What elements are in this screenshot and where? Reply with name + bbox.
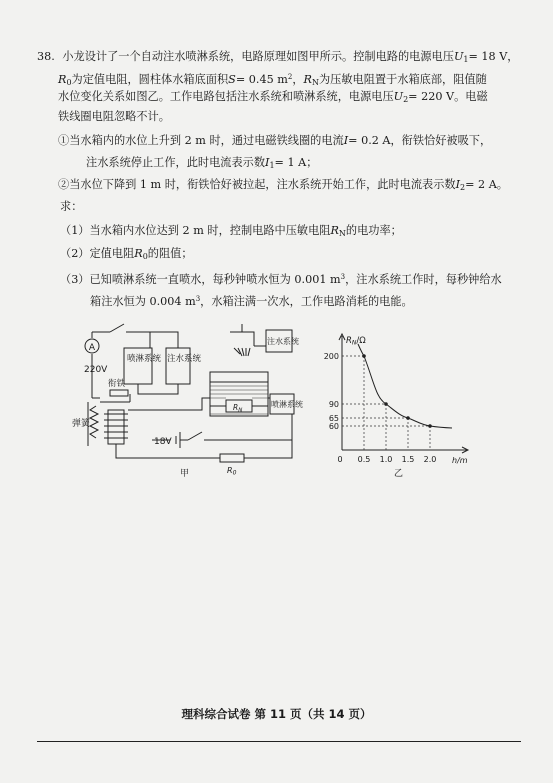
x-tick-label: 0.5 [357, 455, 371, 464]
x-tick-label: 0 [337, 455, 343, 464]
spray-system-label: 喷淋系统 [127, 354, 162, 364]
work-voltage-label: 220V [84, 365, 108, 375]
spring-label: 弹簧 [72, 419, 91, 429]
x-tick-label: 2.0 [423, 455, 437, 464]
ask-label: 求： [60, 200, 83, 213]
rn-curve [358, 344, 452, 428]
data-point-1 [384, 402, 388, 406]
fill-system-label: 注水系统 [167, 354, 202, 364]
armature-label: 衔铁 [108, 379, 126, 389]
question-text-line-1: 38. 小龙设计了一个自动注水喷淋系统，电路原理如图甲所示。控制电路的电源电压$U_1= 18$ V， [37, 50, 519, 64]
condition-1: ①当水箱内的水位上升到 2 m 时，通过电磁铁线圈的电流I= 0.2 A，衔铁恰好被吸下， [58, 134, 492, 147]
page-footer: 理科综合试卷 第 11 页（共 14 页） [181, 707, 372, 721]
data-point-3 [428, 424, 432, 428]
y-tick-label: 200 [323, 352, 339, 361]
sub-question-2: （2）定值电阻$R_0$的阻值； [60, 247, 193, 261]
circuit-caption: 甲 [180, 469, 190, 478]
sub-question-1: （1）当水箱内水位达到 2 m 时，控制电路中压敏电阻$R_N$的电功率； [60, 224, 402, 238]
sub-question-3: （3）已知喷淋系统一直喷水，每秒钟喷水恒为 0.001 $m^3$，注水系统工作时，每秒钟给水 [60, 273, 502, 286]
condition-2: ②当水位下降到 1 m 时，衔铁恰好被拉起，注水系统开始工作，此时电流表示数$I_2= 2$ A。 [58, 178, 508, 192]
x-tick-label: 1.0 [379, 455, 393, 464]
ammeter-label: A [88, 343, 96, 353]
fill-system-top-label: 注水系统 [267, 337, 299, 346]
question-text-line-2: $R_0$为定值电阻，圆柱体水箱底面积S= 0.45 $m^2$，$R_N$为压敏电阻置于水箱底部，阻值随 [58, 73, 487, 87]
y-axis-label: RN/Ω [346, 336, 366, 347]
rn-label: $R_N$ [233, 403, 243, 414]
control-voltage-label: 18V [154, 437, 172, 447]
spray-system-right-label: 喷淋系统 [271, 400, 303, 409]
y-tick-label: 90 [328, 400, 339, 409]
circuit-diagram [70, 318, 315, 478]
condition-1-cont: 注水系统停止工作，此时电流表示数$I_1= 1$ A； [86, 156, 318, 170]
question-text-line-3: 水位变化关系如图乙。工作电路包括注水系统和喷淋系统，电源电压$U_2= 220$ V。电磁 [58, 90, 488, 104]
data-point-2 [406, 416, 410, 420]
rn-vs-h-chart [318, 330, 483, 478]
y-tick-label: 60 [328, 422, 339, 431]
y-tick-label: 65 [328, 414, 339, 423]
r0-label: R0 [227, 466, 237, 477]
chart-caption: 乙 [394, 469, 404, 478]
x-tick-label: 1.5 [401, 455, 415, 464]
question-text-line-4: 铁线圈电阻忽略不计。 [58, 110, 170, 123]
x-axis-label: h/m [452, 456, 468, 465]
footer-rule [37, 741, 521, 742]
data-point-0 [362, 354, 366, 358]
sub-question-3-cont: 箱注水恒为 0.004 $m^3$，水箱注满一次水，工作电路消耗的电能。 [90, 295, 413, 308]
